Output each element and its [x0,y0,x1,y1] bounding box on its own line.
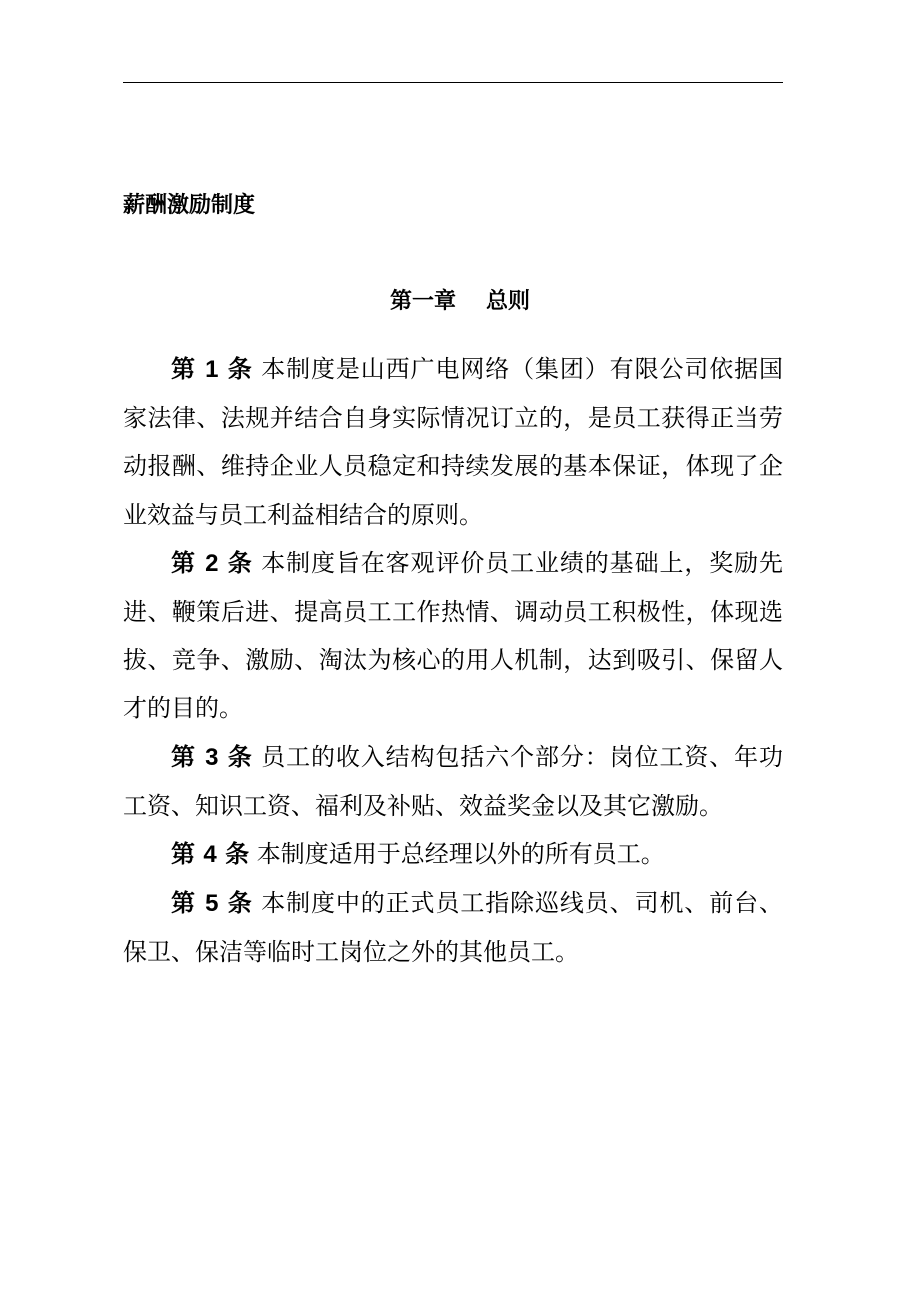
document-body [123,345,783,977]
chapter-heading [0,282,920,322]
article-3 [123,733,783,830]
article-text: 本制度适用于总经理以外的所有员工。 [256,840,665,869]
article-text: 本制度是山西广电网络（集团）有限公司依据国家法律、法规并结合自身实际情况订立的，是员工获得正当劳动报酬、维持企业人员稳定和持续发展的基本保证，体现了企业效益与员工利益相结合的原则。 [123,355,784,529]
article-label: 第 3 条 [171,742,253,771]
chapter-name: 总则 [486,289,531,314]
article-label: 第 2 条 [171,548,253,577]
article-text: 员工的收入结构包括六个部分：岗位工资、年功工资、知识工资、福利及补贴、效益奖金以及其它激励。 [123,742,784,820]
article-label: 第 1 条 [171,355,253,383]
article-label: 第 5 条 [171,889,253,918]
chapter-number: 第一章 [389,289,456,314]
article-1 [123,345,783,539]
document-title: 薪酬激励制度 [123,193,256,218]
article-2 [123,539,783,733]
article-5 [123,879,783,976]
header-rule [123,82,783,83]
article-4 [123,830,783,879]
article-text: 本制度中的正式员工指除巡线员、司机、前台、保卫、保洁等临时工岗位之外的其他员工。 [123,889,784,967]
article-text: 本制度旨在客观评价员工业绩的基础上，奖励先进、鞭策后进、提高员工工作热情、调动员工积极性，体现选拔、竞争、激励、淘汰为核心的用人机制，达到吸引、保留人才的目的。 [123,548,784,723]
article-label: 第 4 条 [171,840,250,869]
